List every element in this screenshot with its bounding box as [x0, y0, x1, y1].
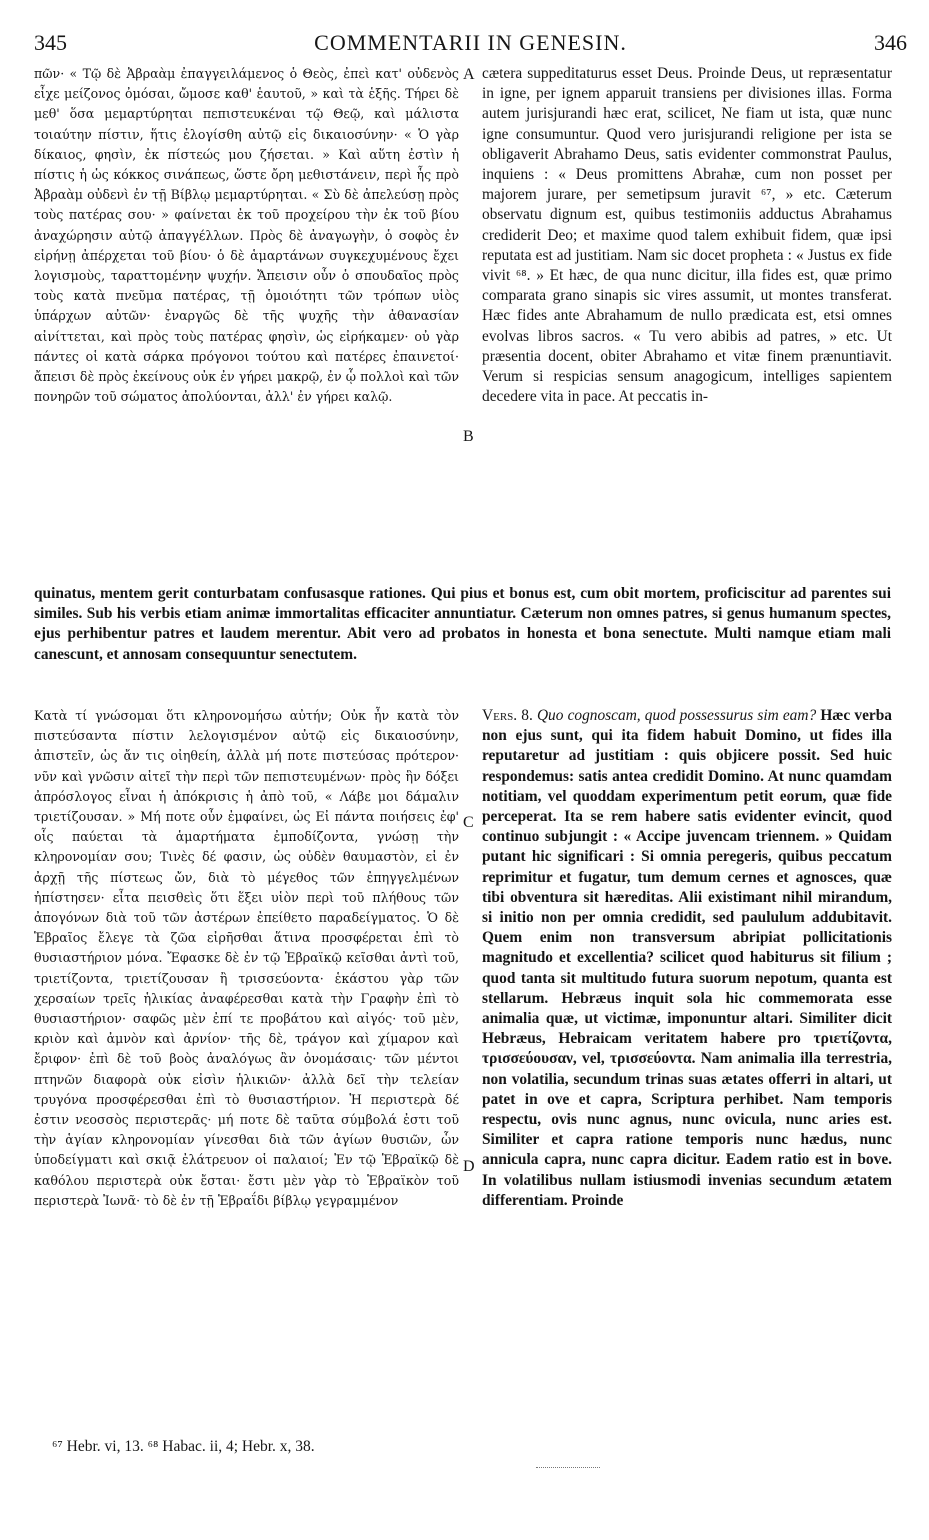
- latin-fullwidth-paragraph: quinatus, mentem gerit conturbatam confusasque rationes. Qui pius et bonus est, cum obit mortem, proficiscitur ad parentes sui similes. Sub his verbis etiam animæ immortalitas efficaciter annuntiatur. Cæterum non omnes patres, si genus humanum spectes, ejus perhibentur patres et laudem merentur. Abit vero ad probatos in honesta et bona senectute. Multi namque etiam mali canescunt, et annosam consequuntur senectutem.: [34, 585, 891, 663]
- latin-column-2: [482, 706, 892, 1426]
- running-header: [34, 30, 907, 58]
- latin-column-1: cætera suppeditaturus esset Deus. Proinde Deus, ut repræsentatur in igne, per ignem apparuit transiens per divisiones illas. Forma autem jurisjurandi hæc erat, scilicet, Ne fiam ut ista, quæ nunc igne consumuntur. Quod vero jurisjurandi religione per ista se obligaverit Abrahamo Deus, satis evidenter commonstrat Paulus, inquiens : « Deus promittens Abrahæ, cum non posset per majorem jurare, per semetipsum juravit ⁶⁷, » etc. Cæterum observatu dignum est, quibus testimoniis adductus Abrahamus crediderit Deo; et maxime quod talem exhibuit fidem, quæ ipsi reputata est ad justitiam. Nam sic docet propheta : « Justus ex fide vivit ⁶⁸. » Et hæc, de qua nunc dicitur, illa fides est, quæ primo comparata grano sinapis sic vires assumit, ut montes transferat. Hæc fides ante Abrahamum de nullo prædicata est, etsi omnes evolvas libros sacros. « Tu vero abibis ad patres, » etc. Ut præsentia docent, obiter Abrahamo et vitæ finem prænuntiavit. Verum si respicias sensum anagogicum, intelliges sapientem decedere vita in pace. At peccatis in-: [482, 65, 892, 406]
- verse-heading: Vers. 8.: [482, 707, 533, 724]
- running-title: COMMENTARII IN GENESIN.: [314, 30, 627, 55]
- footnotes: ⁶⁷ Hebr. vi, 13. ⁶⁸ Habac. ii, 4; Hebr. x, 38.: [52, 1438, 315, 1455]
- greek-column-1: πῶν· « Τῷ δὲ Ἀβραὰμ ἐπαγγειλάμενος ὁ Θεὸς, ἐπεὶ κατ' οὐδενὸς εἶχε μείζονος ὀμόσαι, ὤμοσε καθ' ἑαυτοῦ, » καὶ τὰ ἑξῆς. Τήρει δὲ μεθ' ὅσα μεμαρτύρηται πεπιστευκέναι τῷ Θεῷ, καὶ μάλιστα τοιαύτην πίστιν, ἥτις ἐλογίσθη αὐτῷ εἰς δικαιοσύνην· « Ὁ γὰρ δίκαιος, φησὶν, ἐκ πίστεώς μου ζήσεται. » Καὶ αὕτη ἐστὶν ἡ πίστις ἡ ὡς κόκκος σινάπεως, ὥστε ὄρη μεθιστάνειν, περὶ ἧς πρὸ Ἀβραὰμ οὐδενὶ ἐν τῇ Βίβλῳ μεμαρτύρηται. « Σὺ δὲ ἀπελεύσῃ πρὸς τοὺς πατέρας σου· » φαίνεται ἐκ τοῦ προχείρου τὴν ἐκ τοῦ βίου ἀναχώρησιν αὐτῷ ἀπαγγέλλων. Πρὸς δὲ ἀναγωγὴν, ὁ σοφὸς ἐν εἰρήνῃ ἀπέρχεται τοῦ βίου· ὁ δὲ ἁμαρτάνων συγκεχυμένους ἔχει λογισμοὺς, ταραττομένην ψυχήν. Ἄπεισιν οὖν ὁ σπουδαῖος πρὸς τοὺς κατὰ πνεῦμα πατέρας, τῇ ὁμοιότητι τῶν τρόπων υἱὸς ὑπάρχων αὐτῶν· ἐναργῶς δὲ τῆς ψυχῆς τὴν ἀθανασίαν αἰνίττεται, καὶ πρὸς τοὺς πατέρας φησὶν, ὡς εἰρήκαμεν· οὐ γὰρ πάντες οἱ κατὰ σάρκα πρόγονοι τούτου καὶ πατέρες ἐπαινετοί· ἄπεισι δὲ πρὸς ἐκείνους οὐκ ἐν γήρει μακρῷ, ἐν ᾧ πολλοὶ καὶ τῶν πονηρῶν τοῦ σώματος ἀπολύονται, ἀλλ' ἐν γήρει καλῷ.: [34, 66, 459, 405]
- greek-column-2-text: Κατὰ τί γνώσομαι ὅτι κληρονομήσω αὐτήν; Οὐκ ἦν κατὰ τὸν πιστεύσαντα πίστιν λελογισμένον αὐτῷ εἰς δικαιοσύνην, ἀπιστεῖν, ὡς ἄν τις οἰηθείη, ἀλλὰ μή ποτε πιστεύσας πρότερον· νῦν καὶ γνῶσιν αἰτεῖ τὴν περὶ τῶν πεπιστευμένων· πρὸς ἣν δόξει ἀπρόσλογος εἶναι ἡ ἀπόκρισις ἡ ἀπὸ τοῦ, « Λάβε μοι δάμαλιν τριετίζουσαν. » Μή ποτε οὖν ἐμφαίνει, ὡς Εἰ πάντα ποιήσεις ἐφ' οἷς παύεται τὰ ἁμαρτήματα ἐμποδίζοντα, γνώσῃ τὴν κληρονομίαν σου; Τινὲς δέ φασιν, ὡς οὐδὲν θαυμαστὸν, εἰ ἐν ἀρχῇ τῆς πίστεως ὤν, διὰ τὸ μέγεθος τῶν ἐπηγγελμένων ἠπίστησεν· εἶτα πεισθεὶς ὅτι ἕξει υἱὸν περὶ τοῦ πλήθους τῶν ἀπογόνων διὰ τοῦ τῶν ἀστέρων ἐπείθετο παραδείγματος. Ὁ δὲ Ἑβραῖος ἔλεγε τὰ ζῶα εἰρῆσθαι ἅτινα προσφέρεται ἐπὶ τὸ θυσιαστήριον μόνα. Ἔφασκε δὲ ἐν τῷ Ἑβραϊκῷ κεῖσθαι ἀντὶ τοῦ, τριετίζοντα, τριετίζουσαν ἢ τρισσεύοντα· ἑκάστου γὰρ τῶν χερσαίων τρεῖς ἡλικίας ἀναφέρεσθαι κατὰ τὴν Γραφὴν ἐπὶ τὸ θυσιαστήριον· σαφῶς μὲν ἐπί τε προβάτου καὶ αἰγός· τοῦ μὲν, κριὸν καὶ ἀμνὸν καὶ ἀρνίον· τῆς δὲ, τράγον καὶ χίμαρον καὶ ἔριφον· ἐπὶ δὲ τοῦ βοὸς ἀναλόγως ἂν ὀνομάσαις· τῶν μέντοι πτηνῶν διαφορὰ οὐκ εἰσὶν ἡλικιῶν· ἀλλὰ δεῖ τὴν τελείαν τρυγόνα προσφέρεσθαι ἐπὶ τὸ θυσιαστήριον. Ἡ περιστερὰ δέ ἐστιν νεοσσὸς περιστερᾶς· μή ποτε δὲ ταῦτα σύμβολά ἐστι τοῦ τὴν ἁγίαν κληρονομίαν γίνεσθαι διὰ τῶν ἁγίων θυσιῶν, ὧν ὑποδείγματι καὶ σκιᾷ ἐλάτρευον οἱ παλαιοί; Ἐν τῷ Ἑβραϊκῷ δὲ καθόλου περιστερὰ οὐκ ἔσται· ἔστι μὲν γὰρ τὸ Ἑβραϊκὸν τοῦ περιστερὰ Ἰωνᾶ· τὸ δὲ ἐν τῇ Ἑβραΐδι βίβλῳ γεγραμμένον: [34, 708, 459, 1208]
- verse-quote: Quo cognoscam, quod possessurus sim eam?: [536, 707, 817, 724]
- margin-letter-c: C: [463, 814, 474, 831]
- margin-letter-a: A: [463, 66, 475, 83]
- greek-column-2: [34, 706, 459, 1426]
- footer-rule: [536, 1467, 600, 1468]
- page-number-left: 345: [34, 30, 67, 55]
- margin-letter-d: D: [463, 1158, 475, 1175]
- margin-letter-b: B: [463, 428, 474, 445]
- page-number-right: 346: [874, 30, 907, 55]
- latin-column-2-text: Hæc verba non ejus sunt, qui ita fidem habuit Domino, ut fides illa reputaretur ad justitiam : quis objicere possit. Sed huic respondemus: satis antea credidit Domino. At nunc quamdam notitiam, vel quoddam experimentum petit eorum, quæ fide perceperat. Ita se rem habere satis evidenter evincit, quod continuo subjungit : « Accipe juvencam triennem. » Quidam putant hic significari : Si omnia peregeris, quibus peccatum reprimitur et fugatur, tum demum cernes et agnosces, quæ tibi obventura sit hæreditas. Alii existimant nihil mirandum, si initio non per omnia credidit, sed paululum addubitavit. Quem enim non transversum abripiat pollicitationis magnitudo et excellentia? scilicet quod habiturus sit filium ; quod tanta sit multitudo futura suorum nepotum, quanta est stellarum. Hebræus inquit sola hic commemorata esse animalia quæ, ut victimæ, imponuntur altari. Similiter dicit Hebræus, Hebraicam veritatem habere pro τριετίζοντα, τρισσεύουσαν, vel, τρισσεύοντα. Nam animalia illa terrestria, non volatilia, secundum trinas suas ætates offerri in altari, ut patet in ove et capra, Scriptura perhibet. Nam temporis respectu, ovis nunc agnus, nunc ovicula, nunc aries est. Similiter et capra ratione temporis nunc hædus, nunc annicula capra, nunc capra dicitur. Eadem ratio est in bove. In volatilibus nullam istiusmodi invenias secundum ætatem differentiam. Proinde: [482, 707, 892, 1209]
